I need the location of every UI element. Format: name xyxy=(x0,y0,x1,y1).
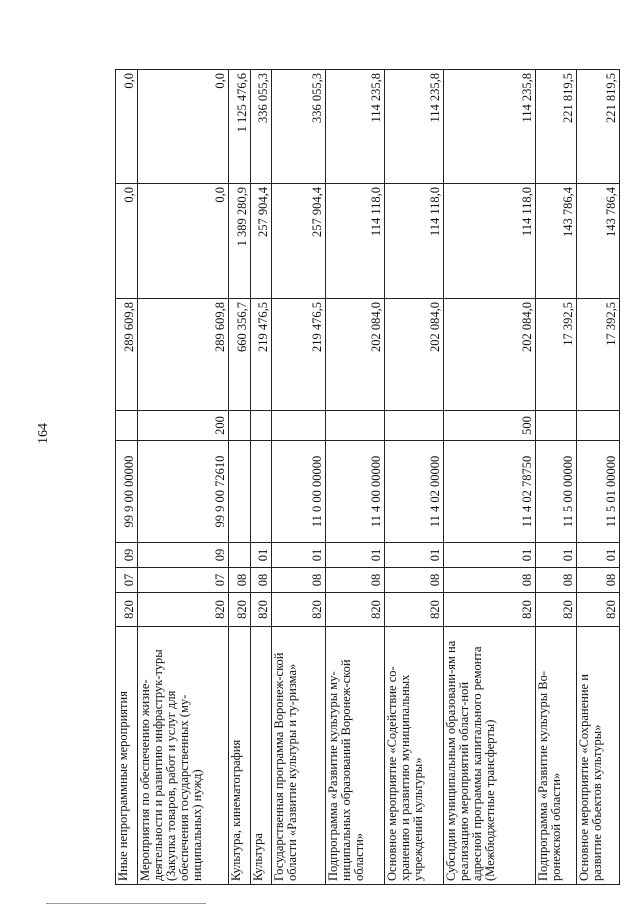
table-row xyxy=(535,70,576,885)
table-row xyxy=(137,70,229,885)
cell-ved: 820 xyxy=(576,593,619,627)
cell-csr: 11 4 02 00000 xyxy=(385,441,444,543)
cell-vr xyxy=(325,411,384,441)
cell-pr: 01 xyxy=(272,543,326,568)
cell-v2: 143 786,4 xyxy=(576,184,619,299)
cell-rz: 08 xyxy=(385,568,444,593)
cell-v3: 114 235,8 xyxy=(385,70,444,184)
cell-v3: 336 055,3 xyxy=(250,70,272,184)
cell-vr xyxy=(576,411,619,441)
cell-v1: 219 476,5 xyxy=(272,299,326,411)
cell-csr xyxy=(229,441,251,543)
cell-rz: 08 xyxy=(272,568,326,593)
cell-pr: 01 xyxy=(325,543,384,568)
cell-rz: 08 xyxy=(576,568,619,593)
cell-pr: 01 xyxy=(576,543,619,568)
cell-vr: 200 xyxy=(137,411,229,441)
cell-pr: 01 xyxy=(385,543,444,568)
cell-v1: 289 609,8 xyxy=(137,299,229,411)
table-row xyxy=(444,70,536,885)
cell-pr: 09 xyxy=(137,543,229,568)
cell-pr: 01 xyxy=(250,543,272,568)
budget-table xyxy=(115,69,620,885)
cell-ved: 820 xyxy=(137,593,229,627)
cell-ved: 820 xyxy=(385,593,444,627)
cell-v2: 257 904,4 xyxy=(272,184,326,299)
table-row xyxy=(325,70,384,885)
cell-csr: 11 4 00 00000 xyxy=(325,441,384,543)
cell-vr xyxy=(229,411,251,441)
cell-v2: 143 786,4 xyxy=(535,184,576,299)
cell-pr: 01 xyxy=(444,543,536,568)
cell-name: Основное мероприятие «Сохранение и развитие объектов культуры» xyxy=(576,627,619,885)
cell-csr: 99 9 00 72610 xyxy=(137,441,229,543)
cell-ved: 820 xyxy=(229,593,251,627)
cell-v2: 114 118,0 xyxy=(385,184,444,299)
cell-v1: 202 084,0 xyxy=(325,299,384,411)
cell-rz: 08 xyxy=(444,568,536,593)
cell-ved: 820 xyxy=(116,593,138,627)
cell-ved: 820 xyxy=(272,593,326,627)
footnote-divider xyxy=(46,903,206,904)
cell-v1: 17 392,5 xyxy=(576,299,619,411)
cell-csr: 11 5 01 00000 xyxy=(576,441,619,543)
budget-table-rotated xyxy=(115,70,620,885)
table-body xyxy=(116,70,620,885)
cell-v3: 1 125 476,6 xyxy=(229,70,251,184)
cell-vr xyxy=(250,411,272,441)
cell-name: Культура, кинематография xyxy=(229,627,251,885)
cell-v3: 114 235,8 xyxy=(325,70,384,184)
cell-vr xyxy=(272,411,326,441)
cell-rz: 08 xyxy=(250,568,272,593)
table-row xyxy=(250,70,272,885)
cell-pr: 01 xyxy=(535,543,576,568)
cell-v1: 202 084,0 xyxy=(385,299,444,411)
cell-csr: 11 4 02 78750 xyxy=(444,441,536,543)
cell-rz: 08 xyxy=(229,568,251,593)
cell-v2: 0,0 xyxy=(116,184,138,299)
cell-v1: 17 392,5 xyxy=(535,299,576,411)
cell-v3: 114 235,8 xyxy=(444,70,536,184)
cell-rz: 08 xyxy=(325,568,384,593)
cell-name: Государственная программа Воронеж-ской области «Развитие культуры и ту-ризма» xyxy=(272,627,326,885)
cell-pr xyxy=(229,543,251,568)
cell-name: Иные непрограммные мероприятия xyxy=(116,627,138,885)
cell-vr: 500 xyxy=(444,411,536,441)
cell-v3: 0,0 xyxy=(137,70,229,184)
cell-csr xyxy=(250,441,272,543)
cell-ved: 820 xyxy=(325,593,384,627)
table-row xyxy=(116,70,138,885)
cell-name: Подпрограмма «Развитие культуры Во-ронежской области» xyxy=(535,627,576,885)
cell-vr xyxy=(385,411,444,441)
cell-vr xyxy=(116,411,138,441)
cell-csr: 11 5 00 00000 xyxy=(535,441,576,543)
cell-v3: 336 055,3 xyxy=(272,70,326,184)
cell-rz: 08 xyxy=(535,568,576,593)
cell-v1: 289 609,8 xyxy=(116,299,138,411)
cell-name: Культура xyxy=(250,627,272,885)
table-row xyxy=(229,70,251,885)
cell-rz: 07 xyxy=(116,568,138,593)
table-row xyxy=(385,70,444,885)
cell-rz: 07 xyxy=(137,568,229,593)
cell-csr: 11 0 00 00000 xyxy=(272,441,326,543)
table-row xyxy=(272,70,326,885)
cell-name: Основное мероприятие «Содействие со-хранению и развитию муниципальных учреждений культуры» xyxy=(385,627,444,885)
cell-v2: 1 389 280,9 xyxy=(229,184,251,299)
cell-vr xyxy=(535,411,576,441)
cell-pr: 09 xyxy=(116,543,138,568)
cell-v1: 202 084,0 xyxy=(444,299,536,411)
cell-name: Подпрограмма «Развитие культуры му-ниципальных образований Воронеж-ской области» xyxy=(325,627,384,885)
page-number: 164 xyxy=(36,423,51,444)
cell-v2: 0,0 xyxy=(137,184,229,299)
cell-v3: 221 819,5 xyxy=(535,70,576,184)
cell-v2: 257 904,4 xyxy=(250,184,272,299)
cell-v3: 0,0 xyxy=(116,70,138,184)
cell-v1: 660 356,7 xyxy=(229,299,251,411)
cell-v2: 114 118,0 xyxy=(325,184,384,299)
cell-ved: 820 xyxy=(444,593,536,627)
cell-csr: 99 9 00 00000 xyxy=(116,441,138,543)
table-row xyxy=(576,70,619,885)
cell-v2: 114 118,0 xyxy=(444,184,536,299)
cell-name: Мероприятия по обеспечению жизне-деятельности и развитию инфраструк-туры (Закупка товаров, работ и услуг для обеспечения государственных (му-ниципальных) нужд) xyxy=(137,627,229,885)
cell-ved: 820 xyxy=(250,593,272,627)
cell-v3: 221 819,5 xyxy=(576,70,619,184)
cell-ved: 820 xyxy=(535,593,576,627)
cell-v1: 219 476,5 xyxy=(250,299,272,411)
cell-name: Субсидии муниципальным образовани-ям на реализацию мероприятий област-ной адресной программы капитального ремонта (Межбюджетные трансферты) xyxy=(444,627,536,885)
